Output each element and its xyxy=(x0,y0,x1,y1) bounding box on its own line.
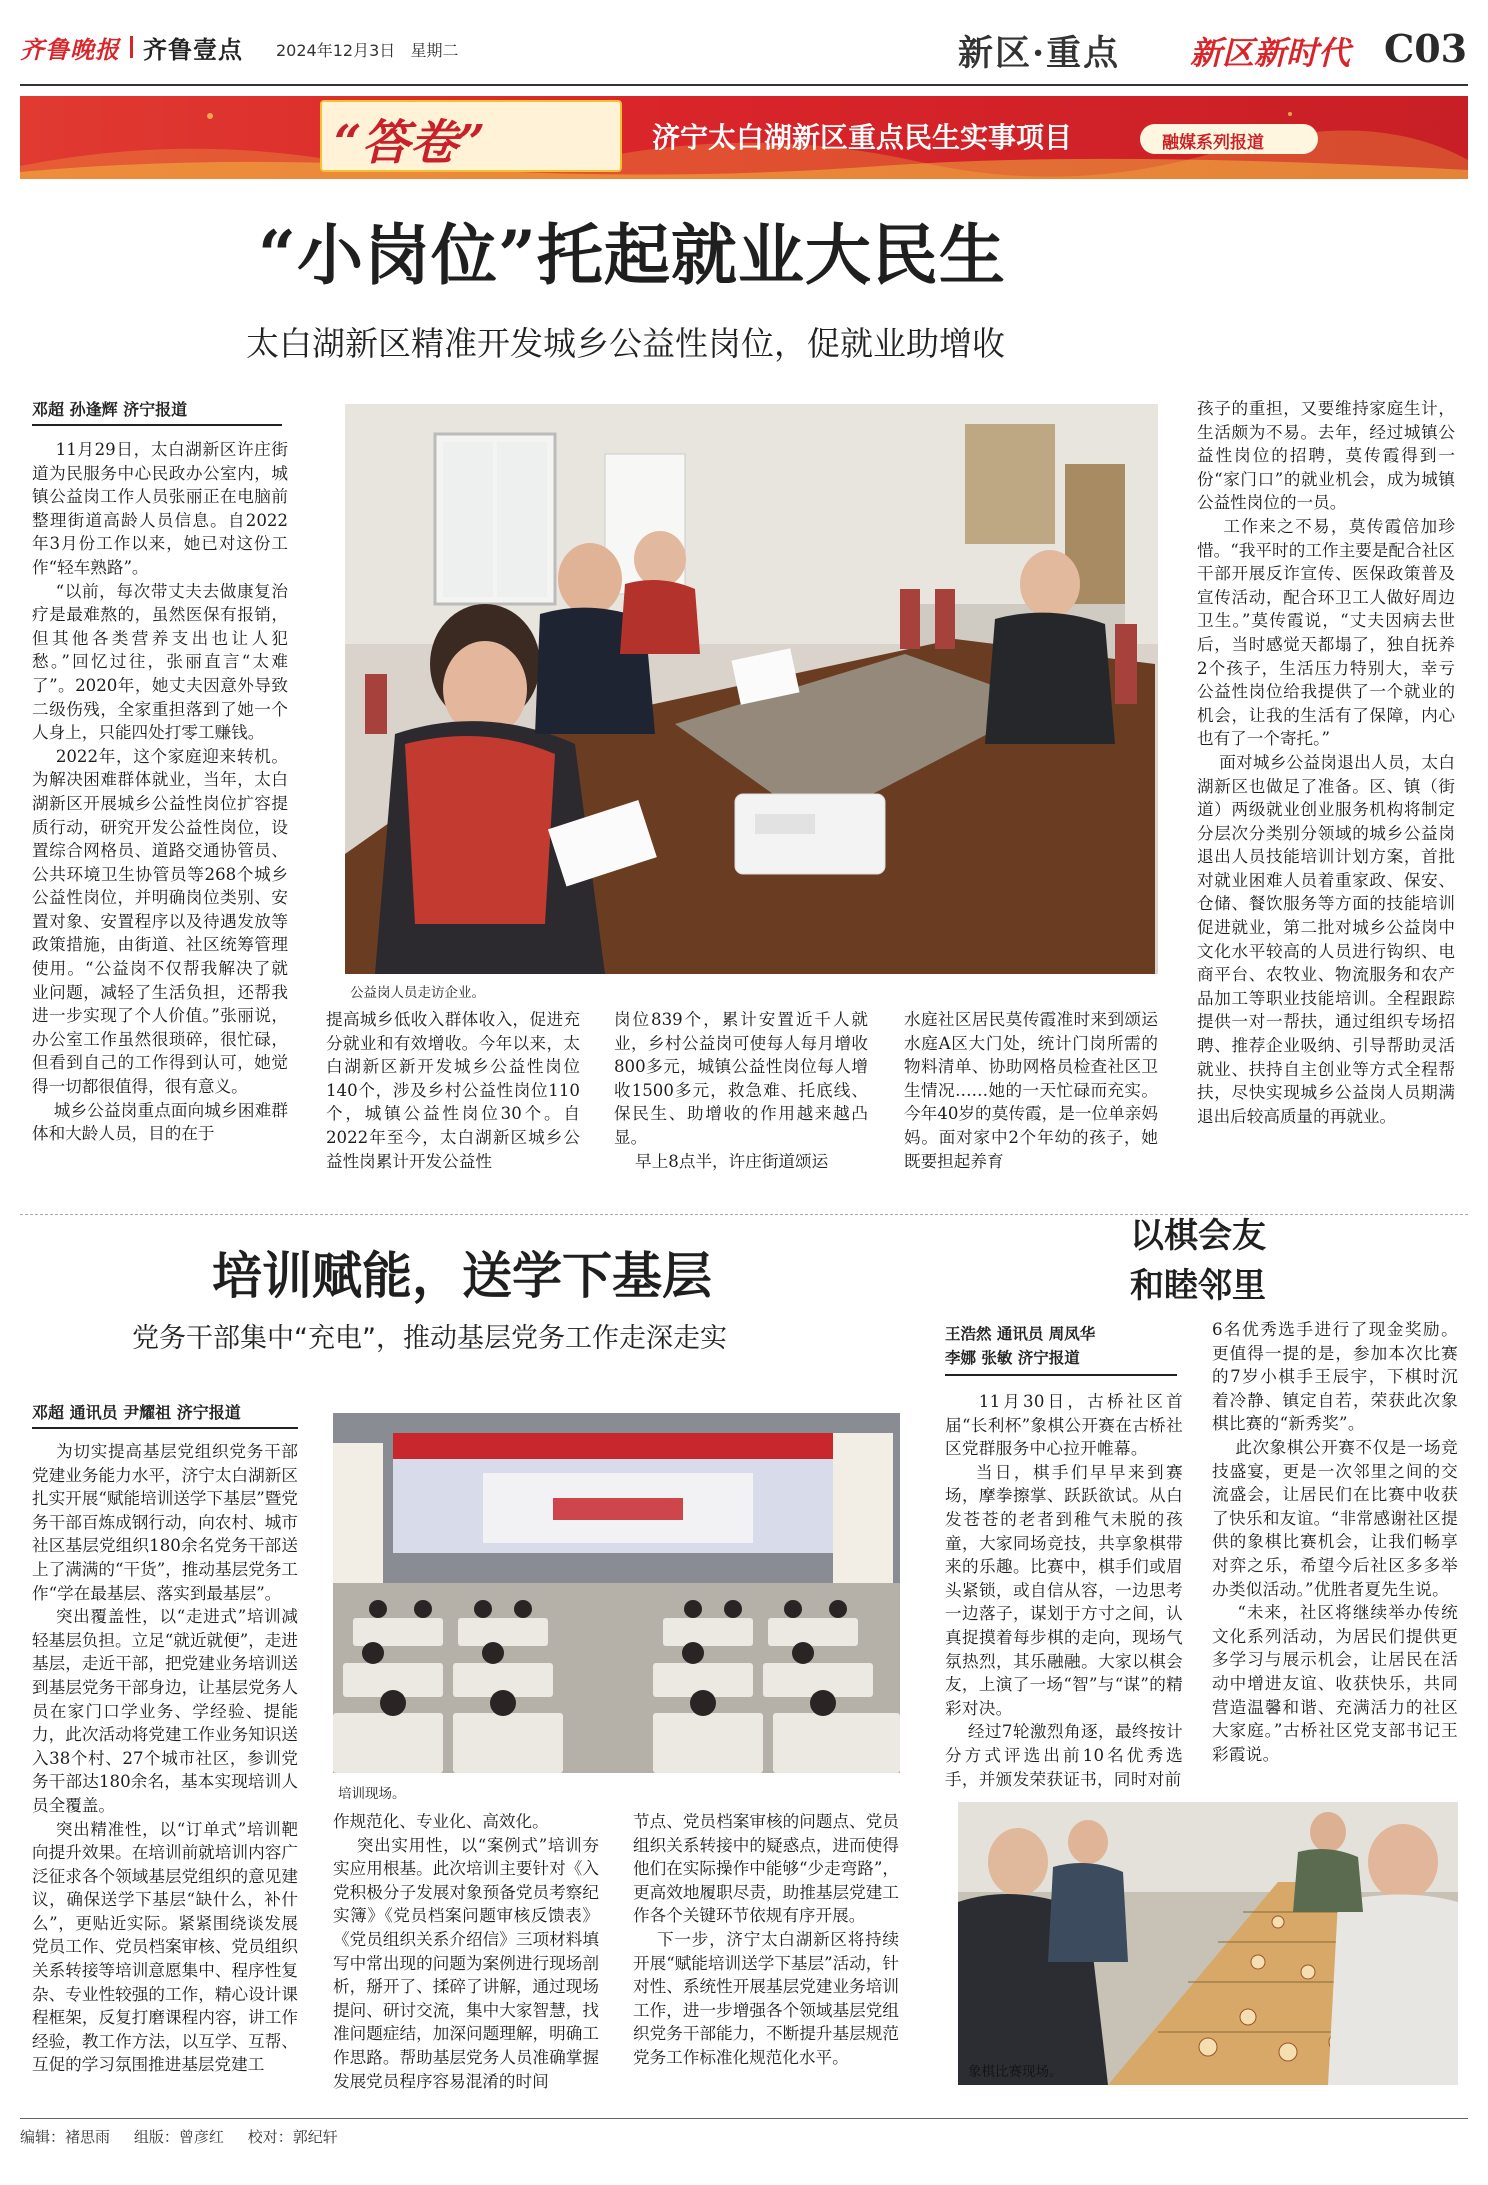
footer-credits xyxy=(20,2126,338,2147)
article1-byline: 邓超 孙逢辉 济宁报道 xyxy=(32,397,282,426)
paper-name: 齐鲁晚报 xyxy=(20,34,120,64)
article2-title: 培训赋能，送学下基层 xyxy=(212,1246,712,1305)
article1-col2: 提高城乡低收入群体收入，促进充分就业和有效增收。今年以来，太白湖新区新开发城乡公益性岗位140个，涉及乡村公益性岗位110个，城镇公益性岗位30个。自2022年至今，太白湖新区城乡公益性岗累计开发公益性 xyxy=(326,1010,580,1171)
masthead-logo xyxy=(20,32,243,62)
app-name: 齐鲁壹点 xyxy=(143,35,243,64)
page-number: C03 xyxy=(1384,26,1468,71)
meeting-photo-image xyxy=(345,404,1158,974)
banner-quote-word: “答卷” xyxy=(334,115,486,171)
article3-title-line2: 和睦邻里 xyxy=(1130,1266,1266,1306)
article2-photo xyxy=(333,1413,900,1773)
section-title: 新区·重点 xyxy=(958,33,1121,74)
banner xyxy=(20,96,1468,179)
article1-col5: 孩子的重担，又要维持家庭生计，生活颇为不易。去年，经过城镇公益性岗位的招聘，莫传霞得到一份“家门口”的就业机会，成为城镇公益性岗位的一员。 工作来之不易，莫传霞倍加珍惜。“我平时的工作主要是配合社区干部开展反诈宣传、医保政策普及宣传活动，配合环卫工人做好周边卫生。”莫传霞说，“丈夫因病去世后，当时感觉天都塌了，独自抚养2个孩子，生活压力特别大，幸亏公益性岗位给我提供了一个就业的机会，让我的生活有了保障，内心也有了一个寄托。” 面对城乡公益岗退出人员，太白湖新区也做足了准备。区、镇（街道）两级就业创业服务机构将制定分层次分类别分领域的城乡公益岗退出人员技能培训计划方案，首批对就业困难人员着重家政、保安、仓储、餐饮服务等方面的技能培训促进就业，第二批对城乡公益岗中文化水平较高的人员进行钩织、电商平台、农牧业、物流服务和农产品加工等职业技能培训。全程跟踪提供一对一帮扶，通过组织专场招聘、推荐企业吸纳、引导帮助灵活就业、扶持自主创业等方式全程帮扶，尽快实现城乡公益岗人员期满退出后较高质量的再就业。 xyxy=(1197,399,1455,1126)
weekday-text: 星期二 xyxy=(410,41,459,60)
article3-byline-line1: 王浩然 通讯员 周凤华 xyxy=(945,1325,1096,1343)
article2-col2: 作规范化、专业化、高效化。 突出实用性，以“案例式”培训夯实应用根基。此次培训主要针对《入党积极分子发展对象预备党员考察纪实簿》《党员档案问题审核反馈表》《党员组织关系介绍信》三项材料填写中常出现的问题为案例进行现场剖析，掰开了、揉碎了讲解，通过现场提问、研讨交流，集中大家智慧，找准问题症结，加深问题理解，明确工作思路。帮助基层党务人员准确掌握发展党员程序容易混淆的时间 xyxy=(333,1812,599,2091)
article1-col1: 11月29日，太白湖新区许庄街道为民服务中心民政办公室内，城镇公益岗工作人员张丽正在电脑前整理街道高龄人员信息。自2022年3月份工作以来，她已对这份工作“轻车熟路”。 “以前，每次带丈夫去做康复治疗是最难熬的，虽然医保有报销，但其他各类营养支出也让人犯愁。”回忆过往，张丽直言“太难了”。2020年，她丈夫因意外导致二级伤残，全家重担落到了她一个人身上，只能四处打零工赚钱。 2022年，这个家庭迎来转机。为解决困难群体就业，当年，太白湖新区开展城乡公益性岗位扩容提质行动，研究开发公益性岗位，设置综合网格员、道路交通协管员、公共环境卫生协管员等268个城乡公益性岗位，并明确岗位类别、安置对象、安置程序以及待遇发放等政策措施，由街道、社区统筹管理使用。“公益岗不仅帮我解决了就业问题，减轻了生活负担，还帮我进一步实现了个人价值。”张丽说，办公室工作虽然很琐碎，很忙碌，但看到自己的工作得到认可，她觉得一切都很值得，很有意义。 城乡公益岗重点面向城乡困难群体和大龄人员，目的在于 xyxy=(32,440,288,1144)
article3-photo xyxy=(958,1802,1458,2085)
article1-photo-caption: 公益岗人员走访企业。 xyxy=(350,985,485,1001)
article2-subtitle: 党务干部集中“充电”，推动基层党务工作走深走实 xyxy=(132,1323,727,1354)
article1-title: “小岗位”托起就业大民生 xyxy=(258,216,1006,294)
article1-subtitle: 太白湖新区精准开发城乡公益性岗位，促就业助增收 xyxy=(246,324,1005,363)
issue-date xyxy=(276,38,459,61)
article1-col3: 岗位839个，累计安置近千人就业，乡村公益岗可使每人每月增收800多元，城镇公益性岗位每人增收1500多元，救急难、托底线、保民生、助增收的作用越来越凸显。 早上8点半，许庄街道颂运 xyxy=(614,1010,868,1171)
footer-editor: 编辑：褚思雨 xyxy=(20,2128,111,2146)
section-brand: 新区新时代 xyxy=(1190,34,1351,72)
logo-separator xyxy=(130,36,133,58)
article2-photo-caption: 培训现场。 xyxy=(338,1786,406,1802)
footer-rule xyxy=(20,2118,1468,2119)
article3-title-line1: 以棋会友 xyxy=(1130,1216,1266,1256)
article2-byline: 邓超 通讯员 尹耀祖 济宁报道 xyxy=(32,1400,298,1429)
header-rule xyxy=(20,84,1468,86)
date-text: 2024年12月3日 xyxy=(276,41,396,60)
training-photo-image xyxy=(333,1413,900,1773)
article3-byline xyxy=(945,1322,1177,1376)
article3-photo-caption: 象棋比赛现场。 xyxy=(968,2064,1063,2080)
footer-designer: 组版：曾彦红 xyxy=(133,2128,224,2146)
article3-col2: 6名优秀选手进行了现金奖励。更值得一提的是，参加本次比赛的7岁小棋手王辰宇，下棋时沉着冷静、镇定自若，荣获此次象棋比赛的“新秀奖”。 此次象棋公开赛不仅是一场竞技盛宴，更是一次邻里之间的交流盛会，让居民们在比赛中收获了快乐和友谊。“非常感谢社区提供的象棋比赛机会，让我们畅享对弈之乐，希望今后社区多多举办类似活动。”优胜者夏先生说。 “未来，社区将继续举办传统文化系列活动，为居民们提供更多学习与展示机会，让居民在活动中增进友谊、收获快乐，共同营造温馨和谐、充满活力的社区大家庭。”古桥社区党支部书记王彩霞说。 xyxy=(1212,1320,1458,1764)
article1-col4: 水庭社区居民莫传霞准时来到颂运水庭A区大门处，统计门岗所需的物料清单、协助网格员检查社区卫生情况……她的一天忙碌而充实。今年40岁的莫传霞，是一位单亲妈妈。面对家中2个年幼的孩子，她既要担起养育 xyxy=(904,1010,1158,1171)
banner-tag-label: 融媒系列报道 xyxy=(1162,133,1264,153)
article2-col1: 为切实提高基层党组织党务干部党建业务能力水平，济宁太白湖新区扎实开展“赋能培训送学下基层”暨党务干部百炼成钢行动，向农村、城市社区基层党组织180余名党务干部送上了满满的“干货”，推动基层党务工作“学在最基层、落实到最基层”。 突出覆盖性，以“走进式”培训减轻基层负担。立足“就近就便”，走进基层，走近干部，把党建业务培训送到基层党务干部身边，让基层党务人员在家门口学业务、学经验、提能力，此次活动将党建工作业务知识送入38个村、27个城市社区，参训党务干部达180余名，基本实现培训人员全覆盖。 突出精准性，以“订单式”培训靶向提升效果。在培训前就培训内容广泛征求各个领域基层党组织的意见建议，确保送学下基层“缺什么，补什么”，更贴近实际。紧紧围绕谈发展党员工作、党员档案审核、党员组织关系转接等培训意愿集中、程序性复杂、专业性较强的工作，精心设计课程框架，反复打磨课程内容，讲工作经验，教工作方法，以互学、互帮、互促的学习氛围推进基层党建工 xyxy=(32,1442,298,2075)
article1-photo xyxy=(345,404,1158,974)
article3-col1: 11月30日，古桥社区首届“长利杯”象棋公开赛在古桥社区党群服务中心拉开帷幕。 当日，棋手们早早来到赛场，摩拳擦掌、跃跃欲试。从白发苍苍的老者到稚气未脱的孩童，大家同场竞技，共享象棋带来的乐趣。比赛中，棋手们或眉头紧锁，或自信从容，一边思考一边落子，谋划于方寸之间，认真捉摸着每步棋的走向，现场气氛热烈，其乐融融。大家以棋会友，上演了一场“智”与“谋”的精彩对决。 经过7轮激烈角逐，最终按计分方式评选出前10名优秀选手，并颁发荣获证书，同时对前 xyxy=(945,1392,1183,1789)
footer-proofreader: 校对：郭纪轩 xyxy=(247,2128,338,2146)
article2-col3: 节点、党员档案审核的问题点、党员组织关系转接中的疑惑点，进而使得他们在实际操作中能够“少走弯路”，更高效地履职尽责，助推基层党建工作各个关键环节依规有序开展。 下一步，济宁太白湖新区将持续开展“赋能培训送学下基层”活动，针对性、系统性开展基层党建业务培训工作，进一步增强各个领域基层党组织党务干部能力，不断提升基层规范党务工作标准化规范化水平。 xyxy=(633,1812,899,2067)
banner-title: 济宁太白湖新区重点民生实事项目 xyxy=(652,121,1073,154)
chess-photo-image xyxy=(958,1802,1458,2085)
article3-byline-line2: 李娜 张敏 济宁报道 xyxy=(945,1349,1080,1367)
